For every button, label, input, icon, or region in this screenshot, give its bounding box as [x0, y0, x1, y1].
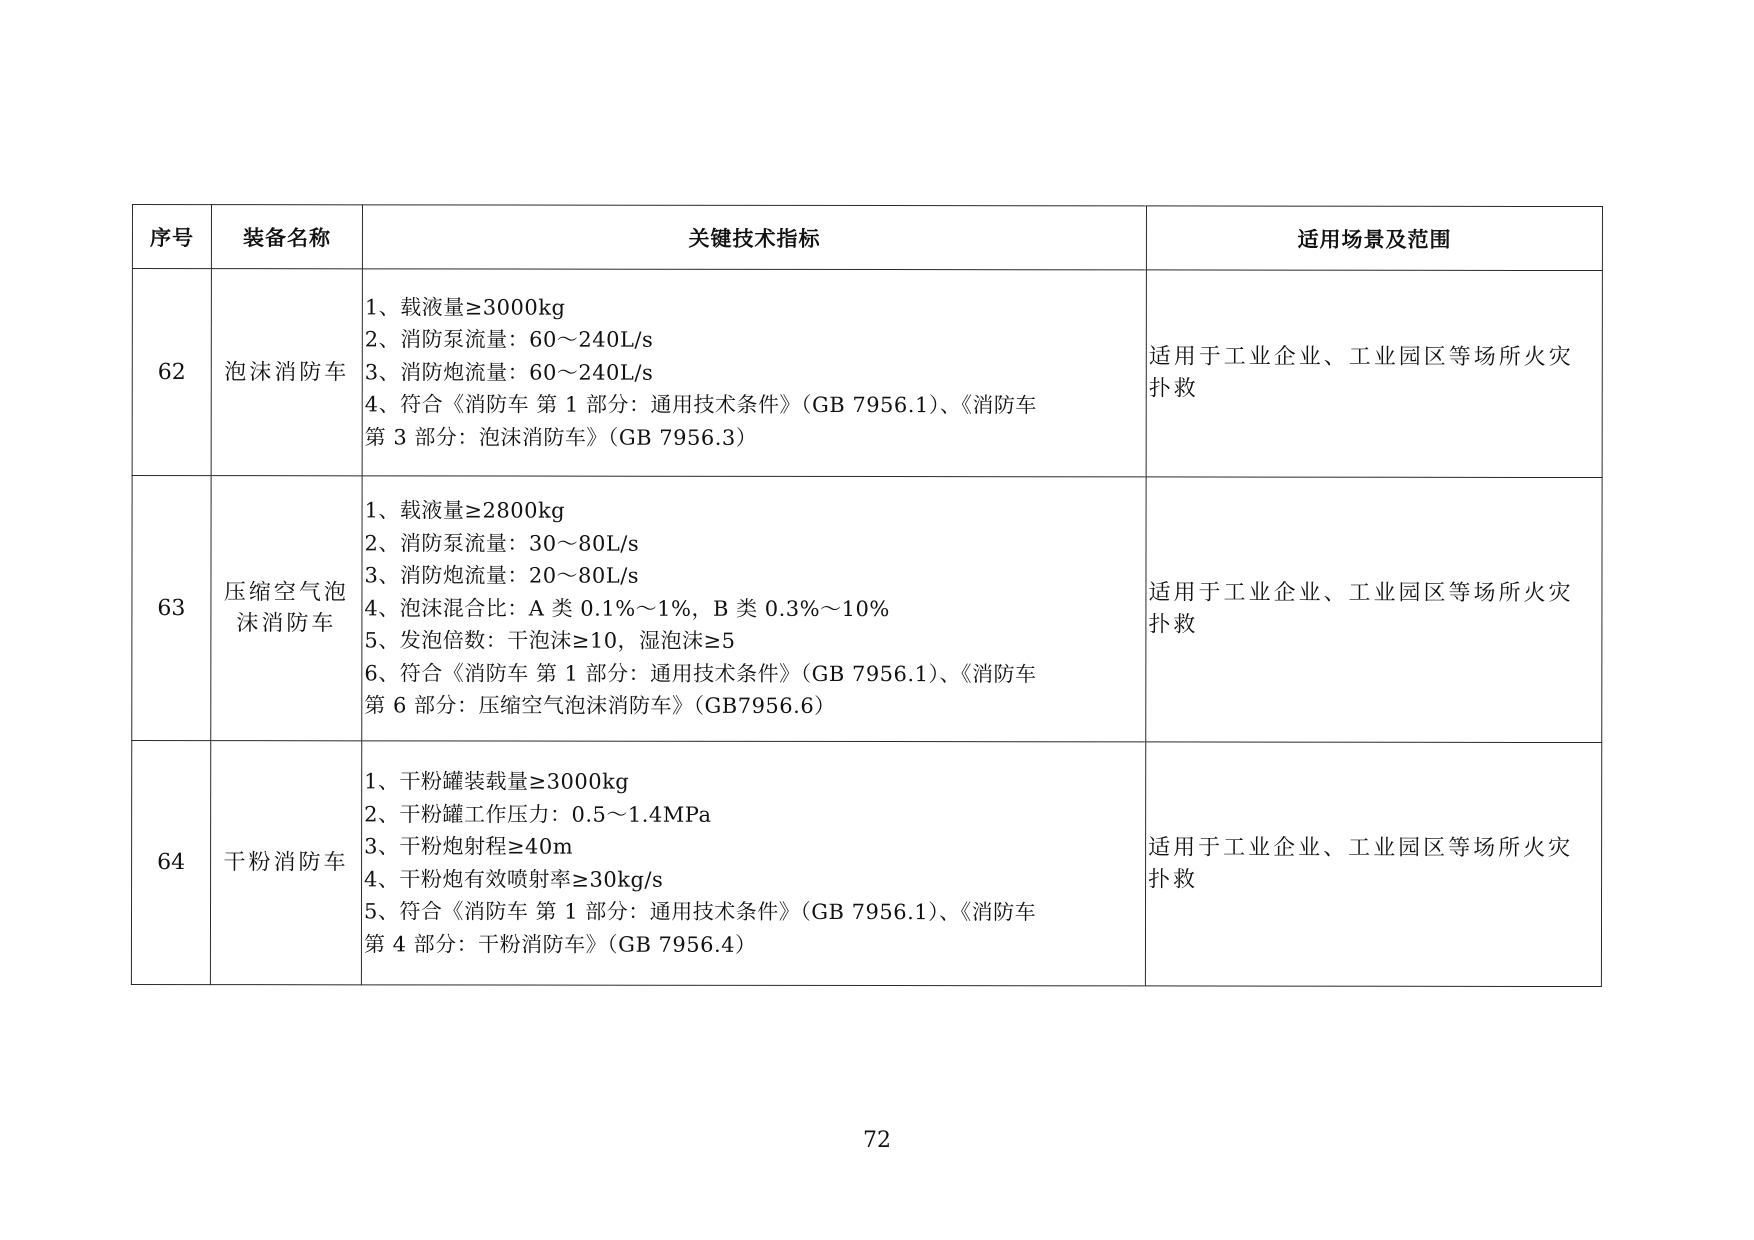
spec-list: [361, 741, 1145, 986]
spec-item: 5、符合《消防车 第 1 部分：通用技术条件》（GB 7956.1）、《消防车: [363, 899, 1037, 925]
spec-item: 第 6 部分：压缩空气泡沫消防车》（GB7956.6）: [364, 693, 836, 719]
header-scope: 适用场景及范围: [1146, 206, 1602, 271]
spec-item: 4、干粉炮有效喷射率≥30kg/s: [364, 866, 664, 892]
row-number: 64: [131, 741, 210, 985]
spec-item: 1、干粉罐装载量≥3000kg: [364, 769, 630, 794]
table-row: [132, 476, 1602, 743]
header-no: 序号: [132, 205, 211, 269]
spec-item: 2、消防泵流量：60～240L/s: [364, 327, 654, 352]
spec-item: 3、消防炮流量：60～240L/s: [364, 360, 654, 385]
table-row: [132, 269, 1602, 478]
spec-item: 第 3 部分：泡沫消防车》（GB 7956.3）: [364, 425, 758, 450]
spec-item: 2、消防泵流量：30～80L/s: [364, 531, 640, 556]
spec-item: 4、符合《消防车 第 1 部分：通用技术条件》（GB 7956.1）、《消防车: [364, 392, 1037, 418]
scope-text: 适用于工业企业、工业园区等场所火灾扑救: [1145, 742, 1601, 987]
spec-item: 4、泡沫混合比：A 类 0.1%～1%，B 类 0.3%～10%: [364, 596, 890, 621]
spec-item: 3、干粉炮射程≥40m: [364, 834, 574, 859]
spec-item: 1、载液量≥2800kg: [364, 498, 566, 523]
row-number: 63: [132, 476, 211, 741]
spec-item: 6、符合《消防车 第 1 部分：通用技术条件》（GB 7956.1）、《消防车: [364, 661, 1037, 687]
header-specs: 关键技术指标: [362, 205, 1146, 270]
equipment-spec-table: [131, 204, 1603, 987]
spec-list: [362, 269, 1146, 477]
scope-text: 适用于工业企业、工业园区等场所火灾扑救: [1146, 477, 1602, 743]
spec-item: 3、消防炮流量：20～80L/s: [364, 563, 640, 588]
equipment-name: 泡沫消防车: [211, 269, 362, 476]
table-header-row: [132, 205, 1602, 271]
equipment-name: 干粉消防车: [210, 741, 361, 985]
page-number: 72: [863, 1128, 891, 1153]
row-number: 62: [132, 269, 211, 476]
table-row: [131, 741, 1601, 987]
spec-item: 第 4 部分：干粉消防车》（GB 7956.4）: [363, 931, 757, 957]
equipment-name: 压缩空气泡沫消防车: [211, 476, 362, 741]
spec-list: [362, 476, 1146, 742]
spec-item: 5、发泡倍数：干泡沫≥10，湿泡沫≥5: [364, 628, 736, 654]
scope-text: 适用于工业企业、工业园区等场所火灾扑救: [1146, 270, 1602, 478]
spec-item: 1、载液量≥3000kg: [364, 295, 566, 320]
header-name: 装备名称: [211, 205, 362, 269]
spec-item: 2、干粉罐工作压力：0.5～1.4MPa: [364, 801, 712, 827]
